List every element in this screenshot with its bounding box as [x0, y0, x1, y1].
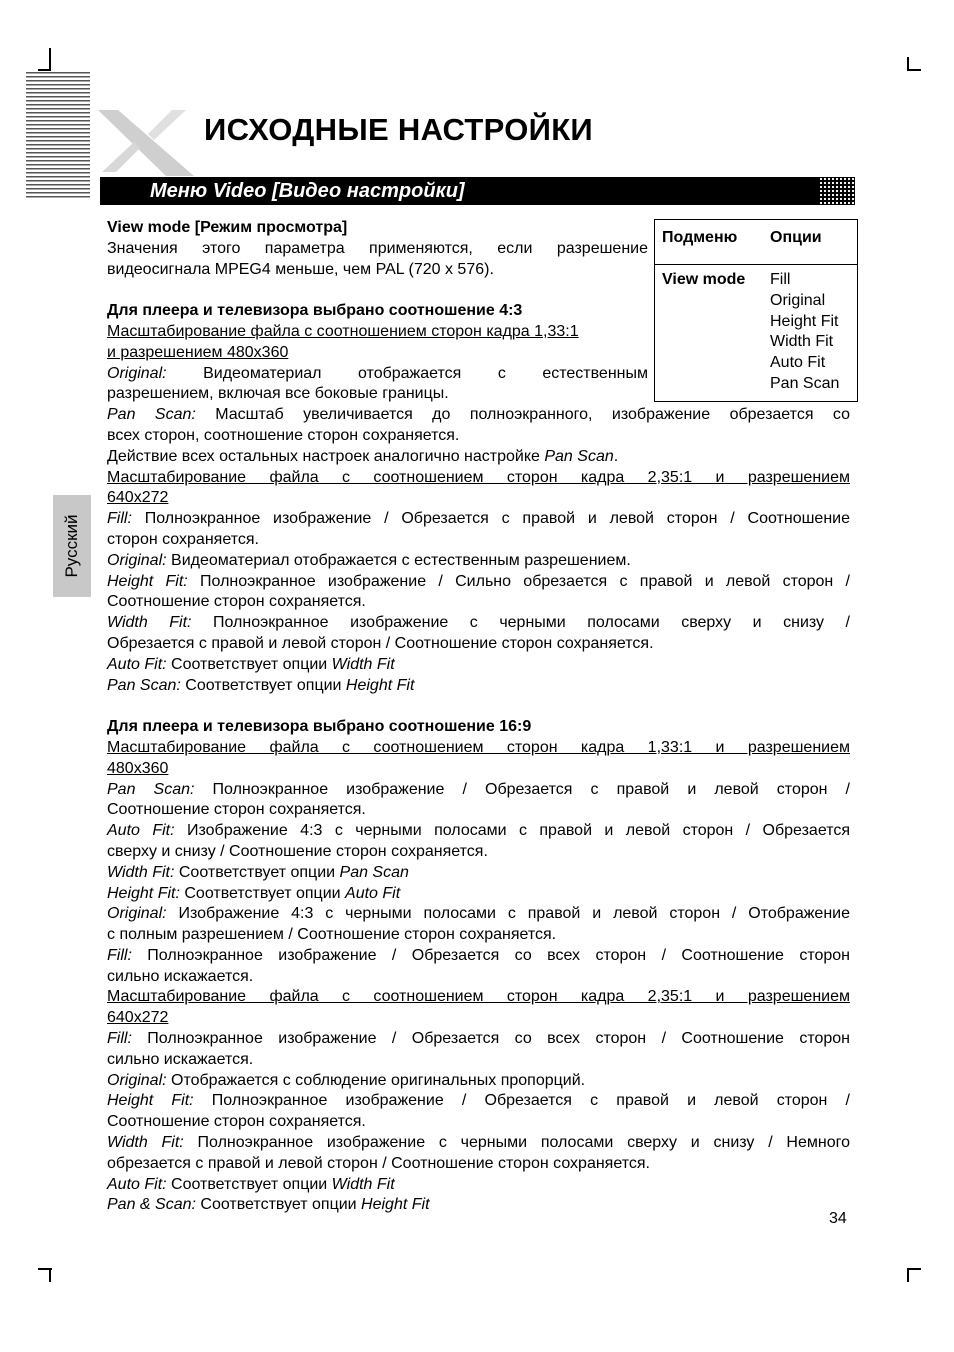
paragraph-line — [107, 364, 648, 385]
term-width-fit: Width Fit: — [107, 614, 192, 632]
paragraph-line — [107, 946, 850, 967]
term-height-fit: Height Fit: — [107, 572, 188, 590]
scaling-heading: Масштабирование файла с соотношением сторон кадра 2,35:1 и разрешением — [107, 988, 850, 1006]
paragraph-line: с полным разрешением / Соотношение сторон сохраняется. — [107, 926, 557, 944]
text-span: Изображение 4:3 с черными полосами с правой и левой сторон / Отображение — [166, 905, 850, 923]
term-height-fit: Height Fit: — [107, 884, 180, 902]
text-span: Отображается с соблюдение оригинальных пропорций. — [166, 1071, 586, 1089]
text-span: Полноэкранное изображение / Обрезается с правой и левой сторон / — [194, 780, 851, 798]
term-auto-fit: Auto Fit: — [107, 822, 175, 840]
text-span: Соответствует опции — [180, 676, 346, 694]
paragraph-line: Значения этого параметра применяются, если разрешение — [107, 239, 648, 257]
paragraph-line — [107, 1133, 850, 1154]
paragraph-line — [107, 1091, 850, 1112]
term-ref: Height Fit — [361, 1196, 430, 1214]
text-span: Полноэкранное изображение / Обрезается с правой и левой сторон / Соотношение — [131, 510, 850, 528]
term-original: Original: — [107, 364, 167, 382]
paragraph-line — [107, 1175, 850, 1196]
crop-mark-tl-v — [49, 48, 51, 70]
paragraph-line: сверху и снизу / Соотношение сторон сохраняется. — [107, 842, 488, 860]
term-auto-fit: Auto Fit: — [107, 1175, 167, 1193]
text-span: Масштаб увеличивается до полноэкранного, изображение обрезается со — [195, 406, 850, 424]
term-ref: Pan Scan — [544, 447, 614, 465]
scaling-heading: 480x360 — [107, 759, 169, 777]
text-span: . — [613, 447, 619, 465]
header-submenu: Подменю — [662, 229, 738, 246]
body-text — [107, 218, 850, 1216]
term-width-fit: Width Fit: — [107, 1134, 184, 1152]
paragraph-line — [107, 572, 850, 593]
text-span: Соответствует опции — [166, 655, 332, 673]
scaling-heading: 640x272 — [107, 1009, 169, 1027]
text-span: Полноэкранное изображение / Обрезается со всех сторон / Соотношение сторон — [131, 1030, 850, 1048]
term-fill: Fill: — [107, 1030, 132, 1048]
paragraph-line: Соотношение сторон сохраняется. — [107, 593, 366, 611]
term-ref: Width Fit — [331, 655, 395, 673]
ratio-169-heading: Для плеера и телевизора выбрано соотношение 16:9 — [107, 718, 532, 736]
paragraph-line: сторон сохраняется. — [107, 530, 259, 548]
option-item: Width Fit — [770, 333, 834, 351]
crop-mark-tr-h — [907, 69, 921, 71]
paragraph-line — [107, 904, 850, 925]
option-item: Original — [770, 291, 826, 309]
paragraph-line: сильно искажается. — [107, 967, 254, 985]
paragraph-line — [107, 1071, 850, 1092]
language-label: Русский — [62, 514, 81, 578]
header-options: Опции — [770, 229, 822, 246]
scaling-heading: и разрешением 480x360 — [107, 343, 289, 361]
dot-pattern — [819, 177, 855, 205]
term-original: Original: — [107, 551, 167, 569]
term-ref: Auto Fit — [345, 884, 401, 902]
paragraph-line: сильно искажается. — [107, 1050, 254, 1068]
paragraph-line — [107, 447, 850, 468]
header-stripes — [26, 72, 90, 200]
brand-x-logo — [96, 102, 196, 182]
option-item: Fill — [770, 271, 791, 288]
text-span: Полноэкранное изображение / Сильно обрезается с правой и левой сторон / — [187, 572, 850, 590]
term-pan-scan: Pan Scan: — [107, 406, 196, 424]
term-original: Original: — [107, 1071, 167, 1089]
paragraph-line — [107, 863, 850, 884]
text-span: Действие всех остальных настроек аналогично настройке — [107, 447, 545, 465]
section-header-bar — [100, 177, 855, 205]
term-original: Original: — [107, 905, 167, 923]
paragraph-line: Обрезается с правой и левой сторон / Соотношение сторон сохраняется. — [107, 634, 654, 652]
text-span: Соответствует опции — [179, 884, 346, 902]
option-item: Pan Scan — [770, 374, 840, 392]
option-item: Height Fit — [770, 312, 839, 330]
paragraph-line: Соотношение сторон сохраняется. — [107, 801, 366, 819]
scaling-heading: Масштабирование файла с соотношением сторон кадра 2,35:1 и разрешением — [107, 468, 850, 486]
term-pan-and-scan: Pan & Scan: — [107, 1196, 196, 1214]
term-ref: Width Fit — [331, 1175, 395, 1193]
crop-mark-br-v — [907, 1268, 909, 1282]
paragraph-line — [107, 821, 850, 842]
text-span: Соответствует опции — [166, 1175, 332, 1193]
page-title: ИСХОДНЫЕ НАСТРОЙКИ — [204, 112, 593, 147]
text-span: Соответствует опции — [195, 1196, 362, 1214]
option-item: Auto Fit — [770, 354, 826, 372]
language-side-tab — [53, 495, 91, 597]
paragraph-line — [107, 551, 850, 572]
paragraph-line: видеосигнала MPEG4 меньше, чем PAL (720 x 576). — [107, 260, 494, 278]
text-span: Полноэкранное изображение / Обрезается со всех сторон / Соотношение сторон — [131, 946, 850, 964]
paragraph-line — [107, 780, 850, 801]
view-mode-heading: View mode [Режим просмотра] — [107, 219, 348, 236]
term-pan-scan: Pan Scan: — [107, 780, 195, 798]
term-ref: Height Fit — [345, 676, 415, 694]
term-auto-fit: Auto Fit: — [107, 655, 167, 673]
section-title: Меню Video [Видео настройки] — [150, 180, 465, 202]
text-span: Видеоматериал отображается с естественным разрешением. — [166, 551, 631, 569]
text-span: Полноэкранное изображение с черными полосами сверху и снизу / Немного — [183, 1134, 851, 1152]
paragraph-line — [107, 405, 850, 426]
crop-mark-br-h — [907, 1268, 921, 1270]
text-span: Полноэкранное изображение / Обрезается с правой и левой сторон / — [193, 1092, 850, 1110]
row-label: View mode — [662, 271, 746, 288]
paragraph-line: разрешением, включая все боковые границы. — [107, 385, 449, 403]
term-fill: Fill: — [107, 510, 132, 528]
scaling-heading: Масштабирование файла с соотношением сторон кадра 1,33:1 — [107, 322, 579, 340]
paragraph-line: Соотношение сторон сохраняется. — [107, 1113, 366, 1131]
paragraph-line: всех сторон, соотношение сторон сохраняется. — [107, 426, 460, 444]
text-span: Полноэкранное изображение с черными полосами сверху и снизу / — [191, 614, 851, 632]
scaling-heading: Масштабирование файла с соотношением сторон кадра 1,33:1 и разрешением — [107, 738, 850, 756]
crop-mark-tl-h — [38, 69, 51, 71]
term-ref: Pan Scan — [339, 863, 409, 881]
paragraph-line — [107, 1029, 850, 1050]
term-fill: Fill: — [107, 946, 132, 964]
text-span: Изображение 4:3 с черными полосами с правой и левой сторон / Обрезается — [174, 822, 851, 840]
term-pan-scan: Pan Scan: — [107, 676, 181, 694]
paragraph-line — [107, 613, 850, 634]
ratio-43-heading: Для плеера и телевизора выбрано соотношение 4:3 — [107, 302, 523, 320]
paragraph-line — [107, 509, 850, 530]
paragraph-line: обрезается с правой и левой сторон / Соотношение сторон сохраняется. — [107, 1154, 650, 1172]
term-width-fit: Width Fit: — [107, 863, 175, 881]
text-span: Соответствует опции — [174, 863, 340, 881]
paragraph-line — [107, 655, 850, 676]
page-number: 34 — [829, 1210, 847, 1227]
crop-mark-bl-v — [49, 1268, 51, 1282]
paragraph-line — [107, 1195, 850, 1216]
scaling-heading: 640x272 — [107, 489, 169, 507]
paragraph-line — [107, 676, 850, 697]
paragraph-line — [107, 884, 850, 905]
term-height-fit: Height Fit: — [107, 1092, 194, 1110]
text-span: Видеоматериал отображается с естественным — [166, 364, 648, 382]
